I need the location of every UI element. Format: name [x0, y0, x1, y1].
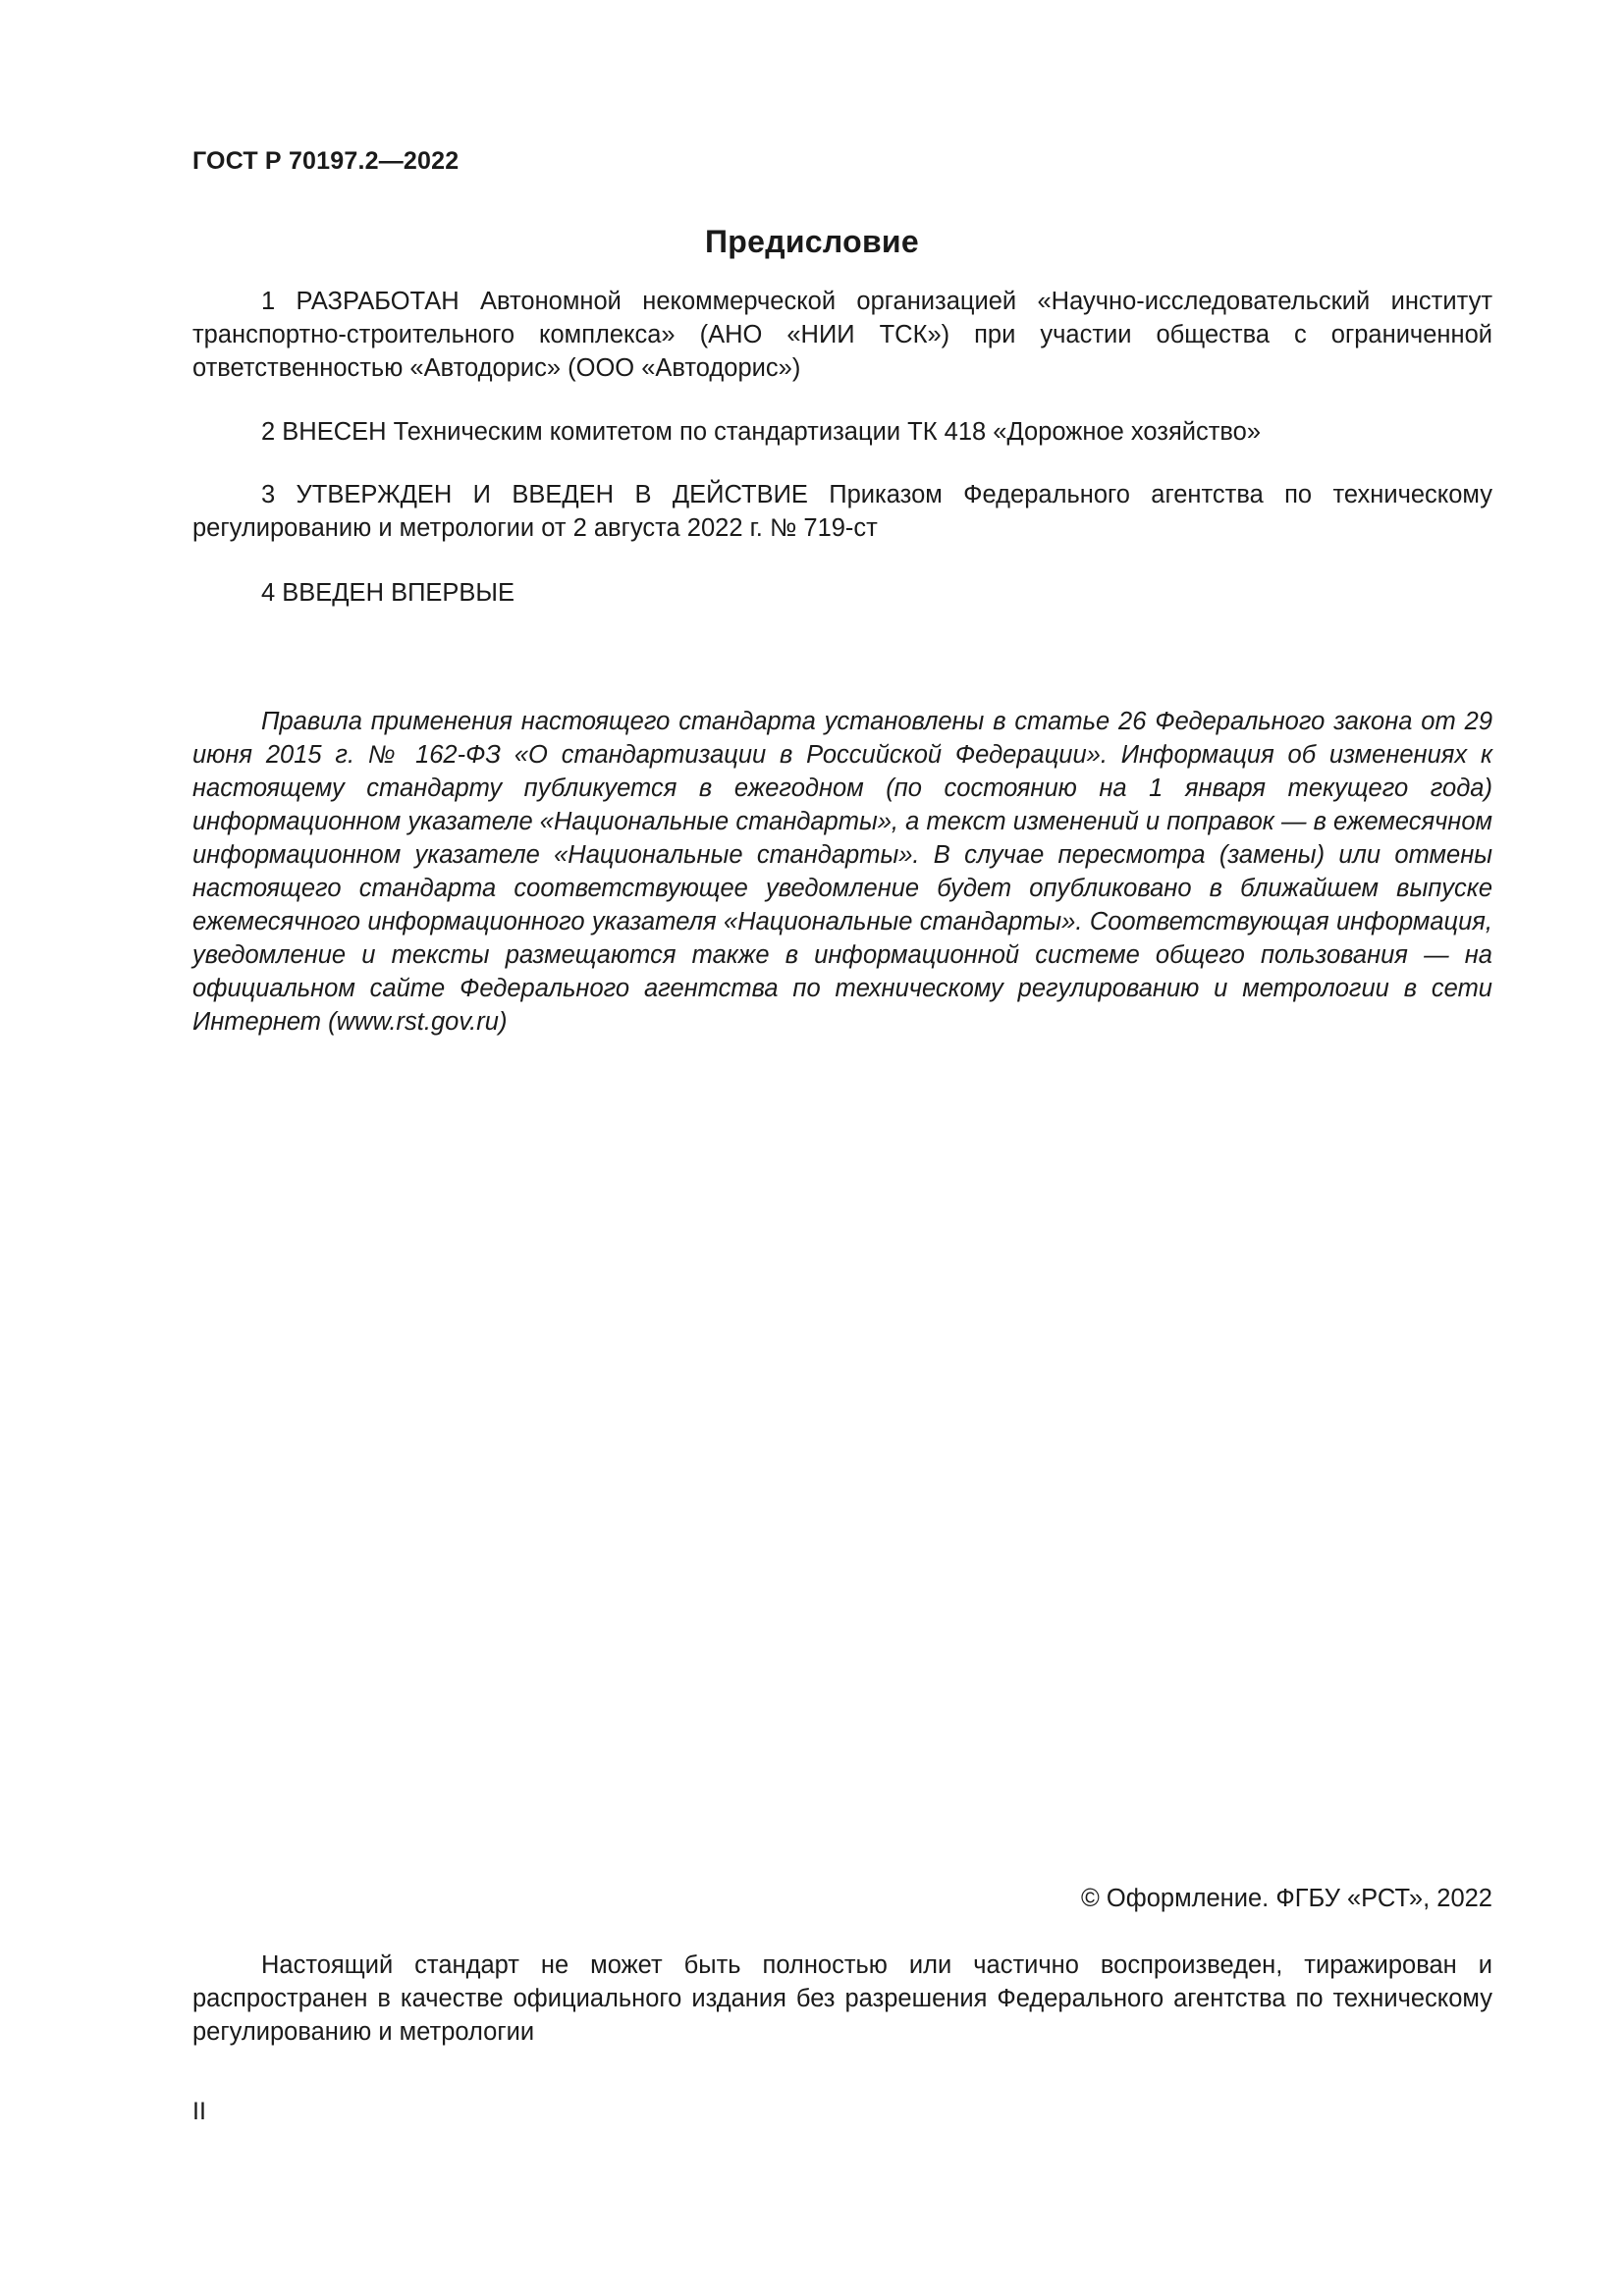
- preface-item-submitted: 2 ВНЕСЕН Техническим комитетом по стандартизации ТК 418 «Дорожное хозяйство»: [261, 418, 1262, 446]
- preface-item-developed: 1 РАЗРАБОТАН Автономной некоммерческой организацией «Научно-исследовательский институт транспортно-строительного комплекса» (АНО «НИИ ТСК») при участии общества с ограниченной ответственностью «Автодорис» (ООО «Автодорис»): [192, 288, 1492, 382]
- preface-item-introduced: 4 ВВЕДЕН ВПЕРВЫЕ: [261, 579, 515, 607]
- copyright-line: © Оформление. ФГБУ «РСТ», 2022: [1081, 1885, 1492, 1912]
- legal-notice: Правила применения настоящего стандарта установлены в статье 26 Федерального закона от 29 июня 2015 г. № 162-ФЗ «О стандартизации в Российской Федерации». Информация об изменениях к настоящему стандарту публикуется в ежегодном (по состоянию на 1 января текущего года) информационном указателе «Национальные стандарты», а текст изменений и поправок — в ежемесячном информационном указателе «Национальные стандарты». В случае пересмотра (замены) или отмены настоящего стандарта соответствующее уведомление будет опубликовано в ближайшем выпуске ежемесячного информационного указателя «Национальные стандарты». Соответствующая информация, уведомление и тексты размещаются также в информационной системе общего пользования — на официальном сайте Федерального агентства по техническому регулированию и метрологии в сети Интернет (www.rst.gov.ru): [192, 708, 1492, 1036]
- page-title: Предисловие: [704, 224, 920, 259]
- reproduction-notice: Настоящий стандарт не может быть полностью или частично воспроизведен, тиражирован и распространен в качестве официального издания без разрешения Федерального агентства по техническому регулированию и метрологии: [192, 1951, 1492, 2046]
- preface-item-approved: 3 УТВЕРЖДЕН И ВВЕДЕН В ДЕЙСТВИЕ Приказом Федерального агентства по техническому регулированию и метрологии от 2 августа 2022 г. № 719-ст: [192, 481, 1492, 542]
- document-code: ГОСТ Р 70197.2—2022: [192, 147, 460, 175]
- page-number: II: [192, 2098, 206, 2125]
